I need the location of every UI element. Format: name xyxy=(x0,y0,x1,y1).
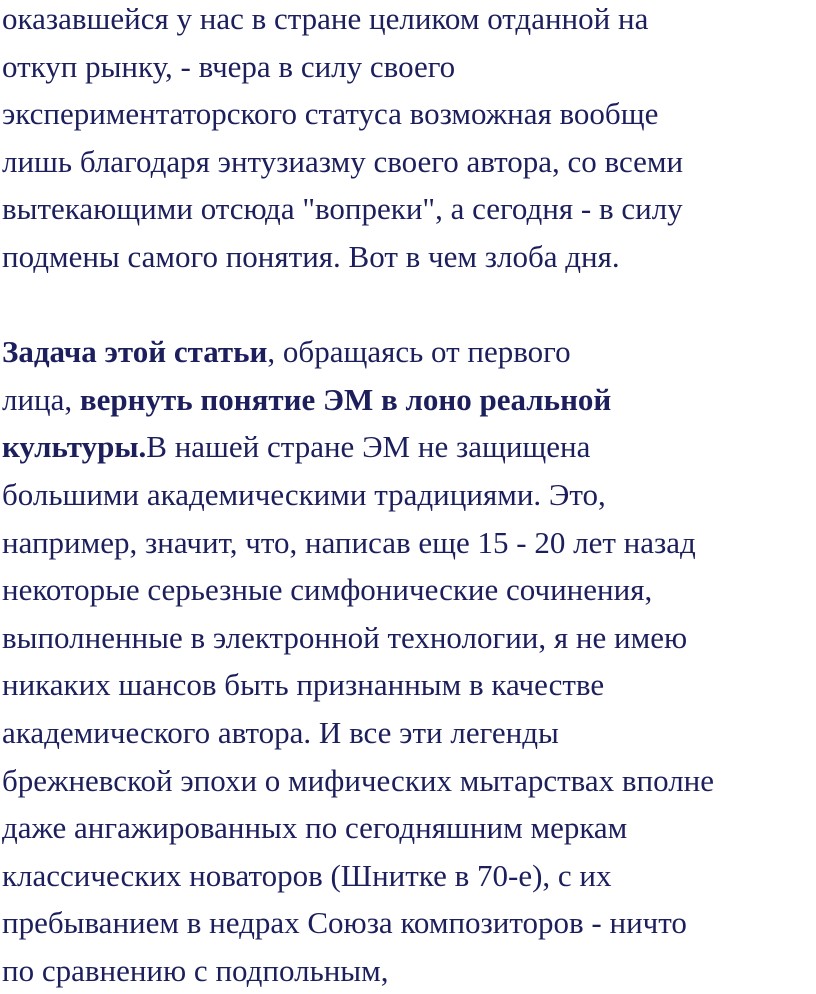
paragraph-2 xyxy=(2,328,814,994)
text-line: лишь благодаря энтузиазму своего автора, со всеми xyxy=(2,143,684,179)
paragraph-1 xyxy=(2,0,814,281)
text-line: никаких шансов быть признанным в качестве xyxy=(2,667,605,703)
text-line: большими академическими традициями. Это, xyxy=(2,476,606,512)
text-line: выполненные в электронной технологии, я не имею xyxy=(2,619,688,655)
text-line xyxy=(2,376,814,424)
bold-phrase: Задача этой статьи xyxy=(2,334,268,370)
text-line: пребыванием в недрах Союза композиторов - ничто xyxy=(2,905,687,941)
text-line: откуп рынку, - вчера в силу своего xyxy=(2,48,456,84)
text-line: брежневской эпохи о мифических мытарствах вполне xyxy=(2,762,715,798)
document-body xyxy=(2,0,814,994)
text-line: например, значит, что, написав еще 15 - 20 лет назад xyxy=(2,524,696,560)
text-line: некоторые серьезные симфонические сочинения, xyxy=(2,572,653,608)
text-run: лица, xyxy=(2,381,80,417)
text-line: оказавшейся у нас в стране целиком отданной на xyxy=(2,1,649,36)
bold-phrase: культуры. xyxy=(2,429,147,465)
text-line: по сравнению с подпольным, xyxy=(2,952,389,988)
text-run: В нашей стране ЭМ не защищена xyxy=(146,429,591,465)
text-line: вытекающими отсюда "вопреки", а сегодня - в силу xyxy=(2,191,683,227)
text-run: , обращаясь от первого xyxy=(267,334,571,370)
text-line: экспериментаторского статуса возможная вообще xyxy=(2,96,659,132)
paragraph-spacer xyxy=(2,281,814,329)
text-line: академического автора. И все эти легенды xyxy=(2,714,559,750)
text-line xyxy=(2,328,814,376)
text-line: даже ангажированных по сегодняшним меркам xyxy=(2,810,628,846)
text-line: классических новаторов (Шнитке в 70-е), с их xyxy=(2,857,612,893)
bold-phrase: вернуть понятие ЭМ в лоно реальной xyxy=(79,381,612,417)
text-line xyxy=(2,423,814,471)
text-line: подмены самого понятия. Вот в чем злоба дня. xyxy=(2,238,620,274)
